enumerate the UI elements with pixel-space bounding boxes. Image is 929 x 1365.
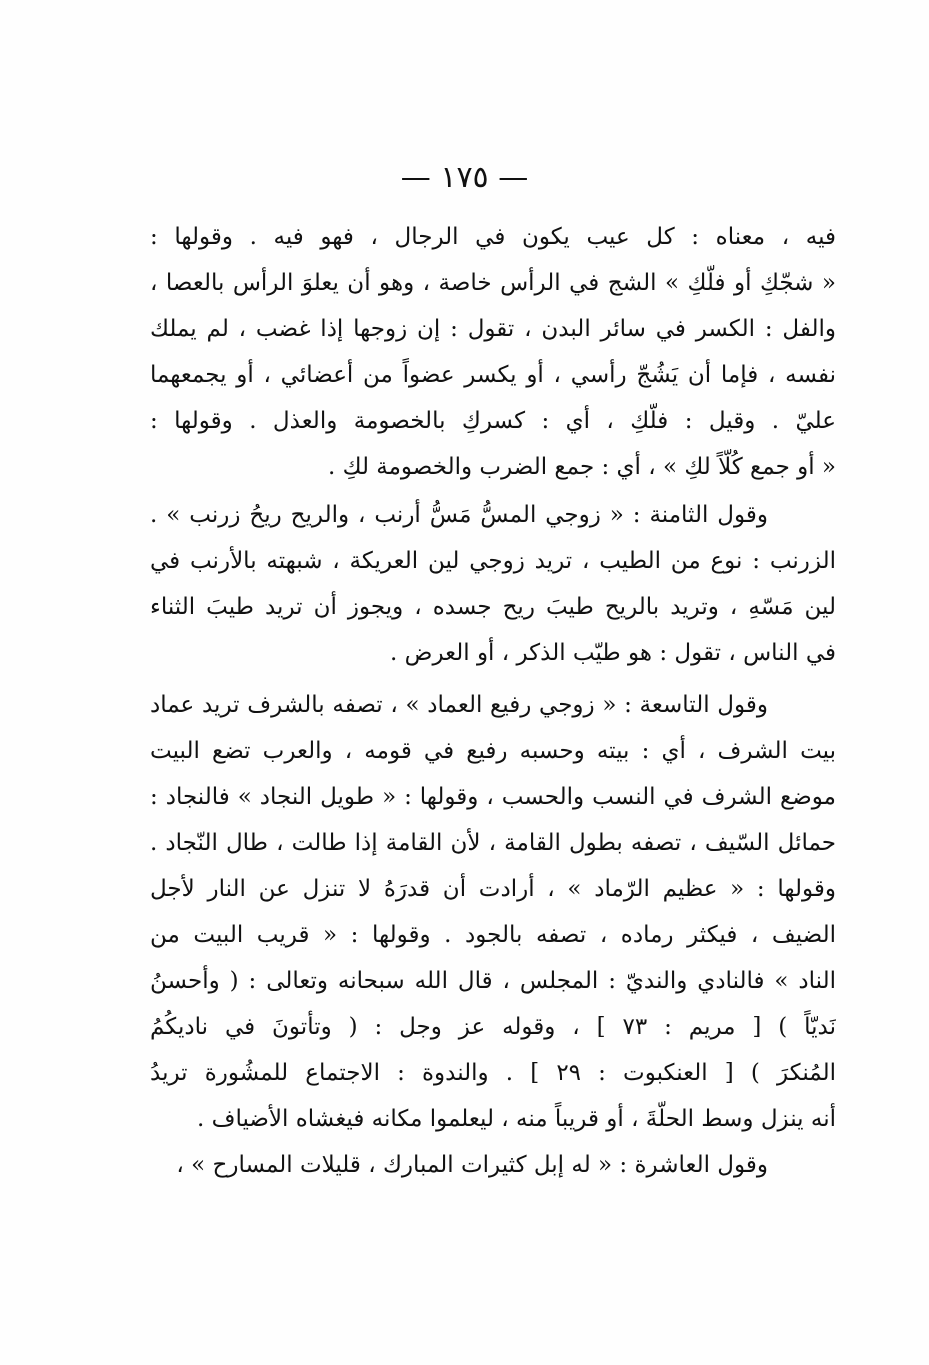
text-line: « شجّكِ أو فلّكِ » الشج في الرأس خاصة ، وهو أن يعلوَ الرأس بالعصا ، (150, 270, 836, 296)
text-line: بيت الشرف ، أي : بيته وحسبه رفيع في قومه ، والعرب تضع البيت (150, 738, 836, 764)
text-line: وقول العاشرة : « له إبل كثيرات المبارك ، قليلات المسارح » ، (176, 1152, 768, 1178)
text-line: « أو جمع كُلّاً لكِ » ، أي : جمع الضرب والخصومة لكِ . (327, 454, 836, 480)
text-line: الضيف ، فيكثر رماده ، تصفه بالجود . وقولها : « قريب البيت من (150, 922, 836, 948)
text-line: لين مَسّهِ ، وتريد بالريح طيبَ ريح جسده ، ويجوز أن تريد طيبَ الثناء (150, 594, 836, 620)
text-line: وقولها : « عظيم الرّماد » ، أرادت أن قدرَهُ لا تنزل عن النار لأجل (150, 876, 836, 902)
paragraph-3 (150, 682, 836, 1188)
text-line: وقول الثامنة : « زوجي المسُّ مَسُّ أرنب ، والريح ريحُ زرنب » . (150, 502, 768, 528)
text-line: حمائل السّيف ، تصفه بطول القامة ، لأن القامة إذا طالت ، طال النّجاد . (150, 830, 836, 856)
text-line: والفل : الكسر في سائر البدن ، تقول : إن زوجها إذا غضب ، لم يملك (150, 316, 836, 342)
text-line: الزرنب : نوع من الطيب ، تريد زوجي لين العريكة ، شبهته بالأرنب في (150, 548, 836, 574)
paragraph-1 (150, 214, 836, 490)
text-line: المُنكرَ ) [ العنكبوت : ٢٩ ] . والندوة : الاجتماع للمشُورة تريدُ (150, 1060, 836, 1086)
page-number: — ١٧٥ — (400, 160, 529, 195)
text-line: أنه ينزل وسط الحلّةَ ، أو قريباً منه ، ليعلموا مكانه فيغشاه الأضياف . (196, 1106, 836, 1132)
text-line: نفسه ، فإما أن يَشُجّ رأسي ، أو يكسر عضواً من أعضائي ، أو يجمعهما (150, 362, 836, 388)
text-line: الناد » فالنادي والنديّ : المجلس ، قال الله سبحانه وتعالى : ( وأحسنُ (150, 968, 836, 994)
text-line: في الناس ، تقول : هو طيّب الذكر ، أو العرض . (390, 640, 836, 666)
text-line: فيه ، معناه : كل عيب يكون في الرجال ، فهو فيه . وقولها : (150, 224, 836, 250)
text-line: نَديّاً ) [ مريم : ٧٣ ] ، وقوله عز وجل : ( وتأتونَ في ناديكُمُ (150, 1014, 836, 1040)
text-line: عليّ . وقيل : فلّكِ ، أي : كسركِ بالخصومة والعذل . وقولها : (150, 408, 836, 434)
text-line: وقول التاسعة : « زوجي رفيع العماد » ، تصفه بالشرف تريد عماد (150, 692, 768, 718)
paragraph-2 (150, 492, 836, 676)
text-line: موضع الشرف في النسب والحسب ، وقولها : « طويل النجاد » فالنجاد : (150, 784, 836, 810)
